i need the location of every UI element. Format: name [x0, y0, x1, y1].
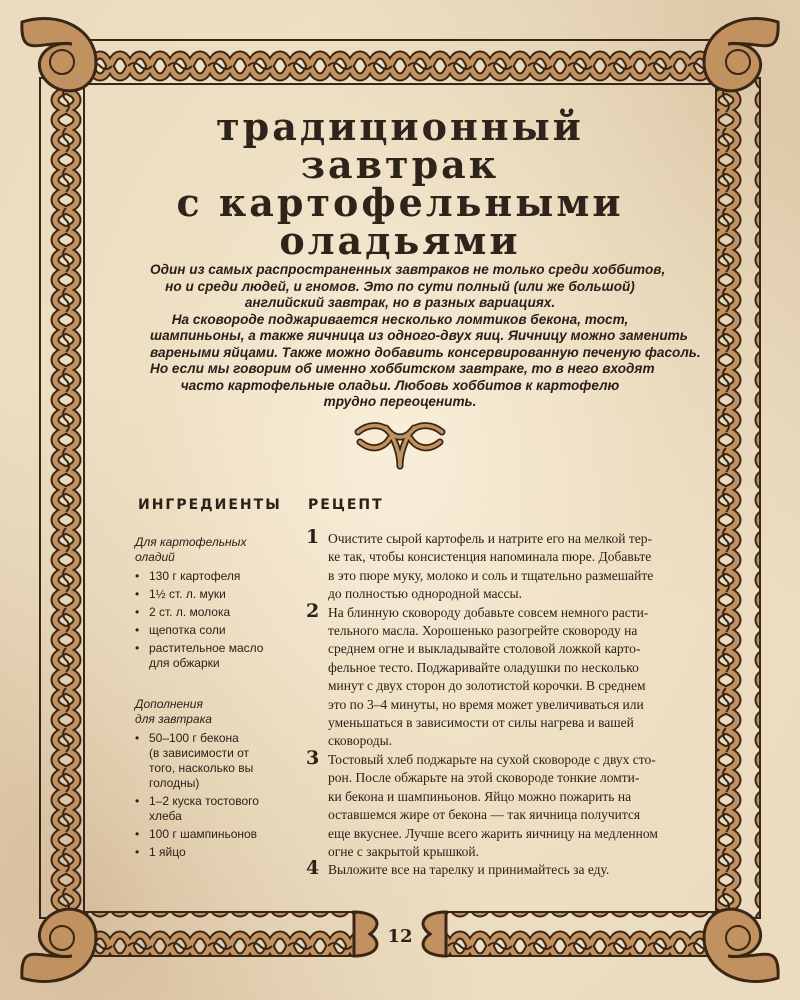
ingredient-item — [135, 641, 285, 671]
ingredients-list — [135, 535, 285, 886]
step-text-line: тельного масла. Хорошенько разогрейте сковороду на — [328, 623, 638, 639]
recipe-step — [306, 857, 686, 880]
ingredient-text: • 1½ ст. л. муки — [149, 587, 226, 601]
step-text-line: сковороды. — [328, 733, 393, 749]
ingredient-text: (в зависимости от — [149, 746, 250, 760]
ingredient-text: • щепотка соли — [149, 623, 226, 637]
step-number: 3 — [306, 746, 320, 769]
title-line: завтрак — [300, 142, 500, 187]
ingredient-text: • 50–100 г бекона — [149, 731, 239, 745]
ingredient-text: • 130 г картофеля — [149, 569, 241, 583]
ingredient-item — [135, 794, 285, 824]
step-text-line: ке так, чтобы консистенция напоминала пюре. Добавьте — [328, 549, 652, 565]
ingredient-text: • 1–2 куска тостового — [149, 794, 259, 808]
intro-line: вареными яйцами. Также можно добавить консервированную печеную фасоль. — [150, 344, 701, 360]
step-text-line: ки бекона и шампиньонов. Яйцо можно пожарить на — [328, 788, 632, 804]
ingredient-text: • растительное масло — [149, 641, 264, 655]
intro-line: На сковороде поджаривается несколько ломтиков бекона, тост, — [171, 311, 629, 327]
step-text-line: Выложите все на тарелку и принимайтесь за еду. — [328, 862, 610, 878]
step-text-line: На блинную сковороду добавьте совсем немного расти- — [328, 604, 649, 620]
group-title-line: оладий — [135, 550, 175, 564]
page-title — [120, 104, 680, 263]
ingredient-item — [135, 731, 285, 791]
recipe-step — [306, 526, 686, 604]
ingredient-text: хлеба — [149, 809, 182, 823]
ingredient-item — [135, 569, 285, 584]
step-number: 1 — [306, 526, 320, 548]
recipe-heading: РЕЦЕПТ — [308, 497, 384, 513]
group-title-line: Дополнения — [135, 697, 203, 711]
title-line: традиционный — [216, 104, 584, 149]
ingredient-item — [135, 827, 285, 842]
ingredient-group — [135, 569, 285, 671]
title-line: с картофельными — [176, 180, 624, 225]
ingredient-item — [135, 845, 285, 860]
celtic-knot-divider-icon — [350, 418, 450, 470]
ingredient-text: голодны) — [149, 776, 200, 790]
step-text-line: еще вкуснее. Лучше всего жарить яичницу на медленном — [328, 825, 658, 841]
step-text-line: уменьшаться в зависимости от силы нагрева и вашей — [328, 715, 634, 731]
intro-line: Но если мы говорим об именно хоббитском завтраке, то в него входят — [150, 361, 655, 376]
ingredient-item — [135, 605, 285, 620]
step-text-line: рон. После обжарьте на этой сковороде тонкие ломти- — [328, 770, 640, 786]
ingredient-text: • 2 ст. л. молока — [149, 605, 231, 619]
recipe-step — [306, 599, 686, 751]
title-line: оладьями — [279, 218, 521, 263]
step-text-line: Тостовый хлеб поджарьте на сухой сковороде с двух сто- — [328, 751, 656, 767]
ingredient-text: • 1 яйцо — [149, 845, 186, 859]
ingredient-group — [135, 731, 285, 860]
step-text-line: до полностью однородной массы. — [328, 586, 522, 602]
intro-paragraph — [150, 262, 701, 411]
intro-line: трудно переоценить. — [323, 394, 477, 409]
step-text-line: в это пюре муку, молоко и соль и тщательно размешайте — [328, 567, 654, 583]
step-number: 4 — [306, 857, 320, 880]
ingredient-text: • 100 г шампиньонов — [149, 827, 258, 841]
intro-line: Один из самых распространенных завтраков не только среди хоббитов, — [150, 262, 666, 277]
intro-line: но и среди людей, и гномов. Это по сути полный (или же большой) — [165, 278, 635, 294]
ingredient-text: для обжарки — [149, 656, 220, 670]
step-text-line: оставшемся жире от бекона — так яичница получится — [328, 807, 641, 823]
page-number: 12 — [387, 926, 413, 947]
recipe-steps — [306, 526, 686, 880]
ingredient-group-title — [135, 535, 285, 565]
ingredient-item — [135, 623, 285, 638]
intro-line: шампиньоны, а также яичница из одного-двух яиц. Яичницу можно заменить — [150, 328, 688, 343]
ingredients-heading: ИНГРЕДИЕНТЫ — [138, 497, 282, 513]
group-title-line: для завтрака — [135, 712, 212, 726]
intro-line: английский завтрак, но в разных вариациях. — [244, 295, 556, 310]
step-text-line: огне с закрытой крышкой. — [328, 843, 480, 859]
intro-line: часто картофельные оладьи. Любовь хоббитов к картофелю — [180, 377, 620, 393]
ingredient-group-title — [135, 697, 285, 727]
ingredient-item — [135, 587, 285, 602]
step-text-line: среднем огне и выкладывайте столовой ложкой карто- — [328, 641, 641, 657]
step-text-line: фельное тесто. Поджаривайте оладушки по несколько — [328, 659, 639, 675]
step-text-line: минут с двух сторон до золотистой корочки. В среднем — [328, 678, 646, 694]
step-text-line: Очистите сырой картофель и натрите его на мелкой тер- — [328, 531, 653, 546]
ingredient-text: того, насколько вы — [149, 761, 254, 775]
step-text-line: это по 3–4 минуты, но время может увеличиваться или — [328, 696, 644, 712]
group-title-line: Для картофельных — [135, 535, 247, 549]
step-number: 2 — [306, 599, 320, 622]
recipe-step — [306, 746, 686, 861]
